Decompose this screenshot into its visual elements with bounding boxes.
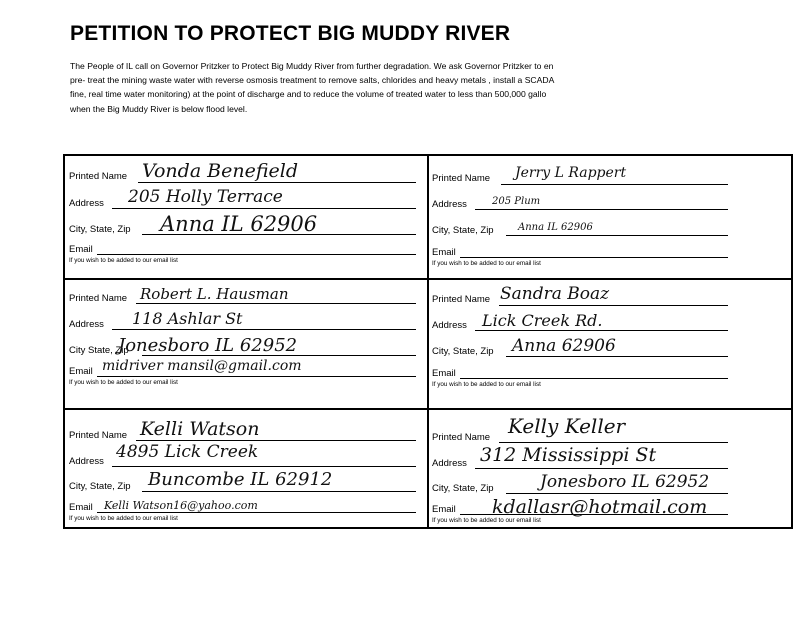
intro-line: when the Big Muddy River is below flood level. xyxy=(70,103,248,114)
signer-name: Sandra Boaz xyxy=(500,284,610,304)
petition-title: PETITION TO PROTECT BIG MUDDY RIVER xyxy=(70,22,511,45)
signer-address: Lick Creek Rd. xyxy=(482,311,603,330)
email-note: If you wish to be added to our email list xyxy=(432,381,541,388)
email-note: If you wish to be added to our email list xyxy=(69,379,178,386)
name-label: Printed Name xyxy=(69,293,128,304)
signer-address: 4895 Lick Creek xyxy=(116,442,259,462)
address-line xyxy=(475,209,728,210)
email-label: Email xyxy=(69,244,93,255)
city-label: City, State, Zip xyxy=(432,346,494,357)
city-label: City State, Zip xyxy=(69,345,129,356)
address-label: Address xyxy=(69,456,104,467)
signer-address: 205 Plum xyxy=(492,196,541,207)
email-label: Email xyxy=(432,247,456,258)
city-line xyxy=(506,493,728,494)
signer-email: kdallasr@hotmail.com xyxy=(492,496,708,518)
signer-name: Robert L. Hausman xyxy=(140,285,289,303)
name-line xyxy=(138,182,416,183)
name-line xyxy=(501,184,728,185)
email-note: If you wish to be added to our email list xyxy=(69,515,178,522)
name-label: Printed Name xyxy=(432,294,491,305)
address-label: Address xyxy=(432,458,467,469)
signer-address: 118 Ashlar St xyxy=(132,309,243,328)
address-line xyxy=(475,330,728,331)
signer-name: Kelly Keller xyxy=(508,414,626,438)
email-note: If you wish to be added to our email list xyxy=(69,257,178,264)
email-label: Email xyxy=(69,366,93,377)
signer-address: 205 Holly Terrace xyxy=(128,187,283,207)
city-label: City, State, Zip xyxy=(432,225,494,236)
petition-intro xyxy=(70,59,670,116)
city-label: City, State, Zip xyxy=(69,224,131,235)
name-line xyxy=(136,303,416,304)
address-label: Address xyxy=(69,319,104,330)
grid-line xyxy=(791,154,793,528)
email-label: Email xyxy=(432,504,456,515)
name-line xyxy=(499,442,728,443)
intro-line: fine, real time water monitoring) at the point of discharge and to reduce the volume of treated water to less than 500,000 gallo xyxy=(70,89,547,100)
grid-line xyxy=(427,155,429,528)
email-line xyxy=(460,378,728,379)
address-line xyxy=(475,468,728,469)
address-line xyxy=(112,466,416,467)
signer-city: Jonesboro IL 62952 xyxy=(118,335,298,356)
intro-line: The People of IL call on Governor Pritzker to Protect Big Muddy River from further degradation. We ask Governor Pritzker to en xyxy=(70,61,554,71)
address-label: Address xyxy=(432,199,467,210)
email-note: If you wish to be added to our email list xyxy=(432,517,541,524)
name-line xyxy=(136,440,416,441)
name-line xyxy=(499,305,728,306)
city-label: City, State, Zip xyxy=(432,483,494,494)
name-label: Printed Name xyxy=(69,430,128,441)
grid-line xyxy=(63,154,65,528)
name-label: Printed Name xyxy=(69,171,128,182)
signer-name: Vonda Benefield xyxy=(142,160,299,182)
email-line xyxy=(97,254,416,255)
address-label: Address xyxy=(432,320,467,331)
email-line xyxy=(97,512,416,513)
city-line xyxy=(506,356,728,357)
signer-name: Kelli Watson xyxy=(140,418,260,440)
signer-city: Buncombe IL 62912 xyxy=(148,469,333,490)
signer-address: 312 Mississippi St xyxy=(480,444,657,466)
email-note: If you wish to be added to our email list xyxy=(432,260,541,267)
signer-email: midriver mansil@gmail.com xyxy=(102,358,302,374)
signer-email: Kelli Watson16@yahoo.com xyxy=(104,499,258,512)
name-label: Printed Name xyxy=(432,432,491,443)
signer-name: Jerry L Rappert xyxy=(515,165,627,181)
city-label: City, State, Zip xyxy=(69,481,131,492)
signer-city: Anna 62906 xyxy=(512,336,616,356)
address-label: Address xyxy=(69,198,104,209)
email-label: Email xyxy=(432,368,456,379)
signer-city: Anna IL 62906 xyxy=(160,212,318,236)
email-label: Email xyxy=(69,502,93,513)
address-line xyxy=(112,208,416,209)
city-line xyxy=(506,235,728,236)
intro-line: pre- treat the mining waste water with reverse osmosis treatment to remove salts, chlorides and heavy metals , install a SCADA xyxy=(70,75,555,86)
name-label: Printed Name xyxy=(432,173,491,184)
signer-city: Jonesboro IL 62952 xyxy=(540,472,710,492)
address-line xyxy=(112,329,416,330)
email-line xyxy=(97,376,416,377)
city-line xyxy=(142,491,416,492)
email-line xyxy=(460,257,728,258)
signer-city: Anna IL 62906 xyxy=(518,222,593,233)
